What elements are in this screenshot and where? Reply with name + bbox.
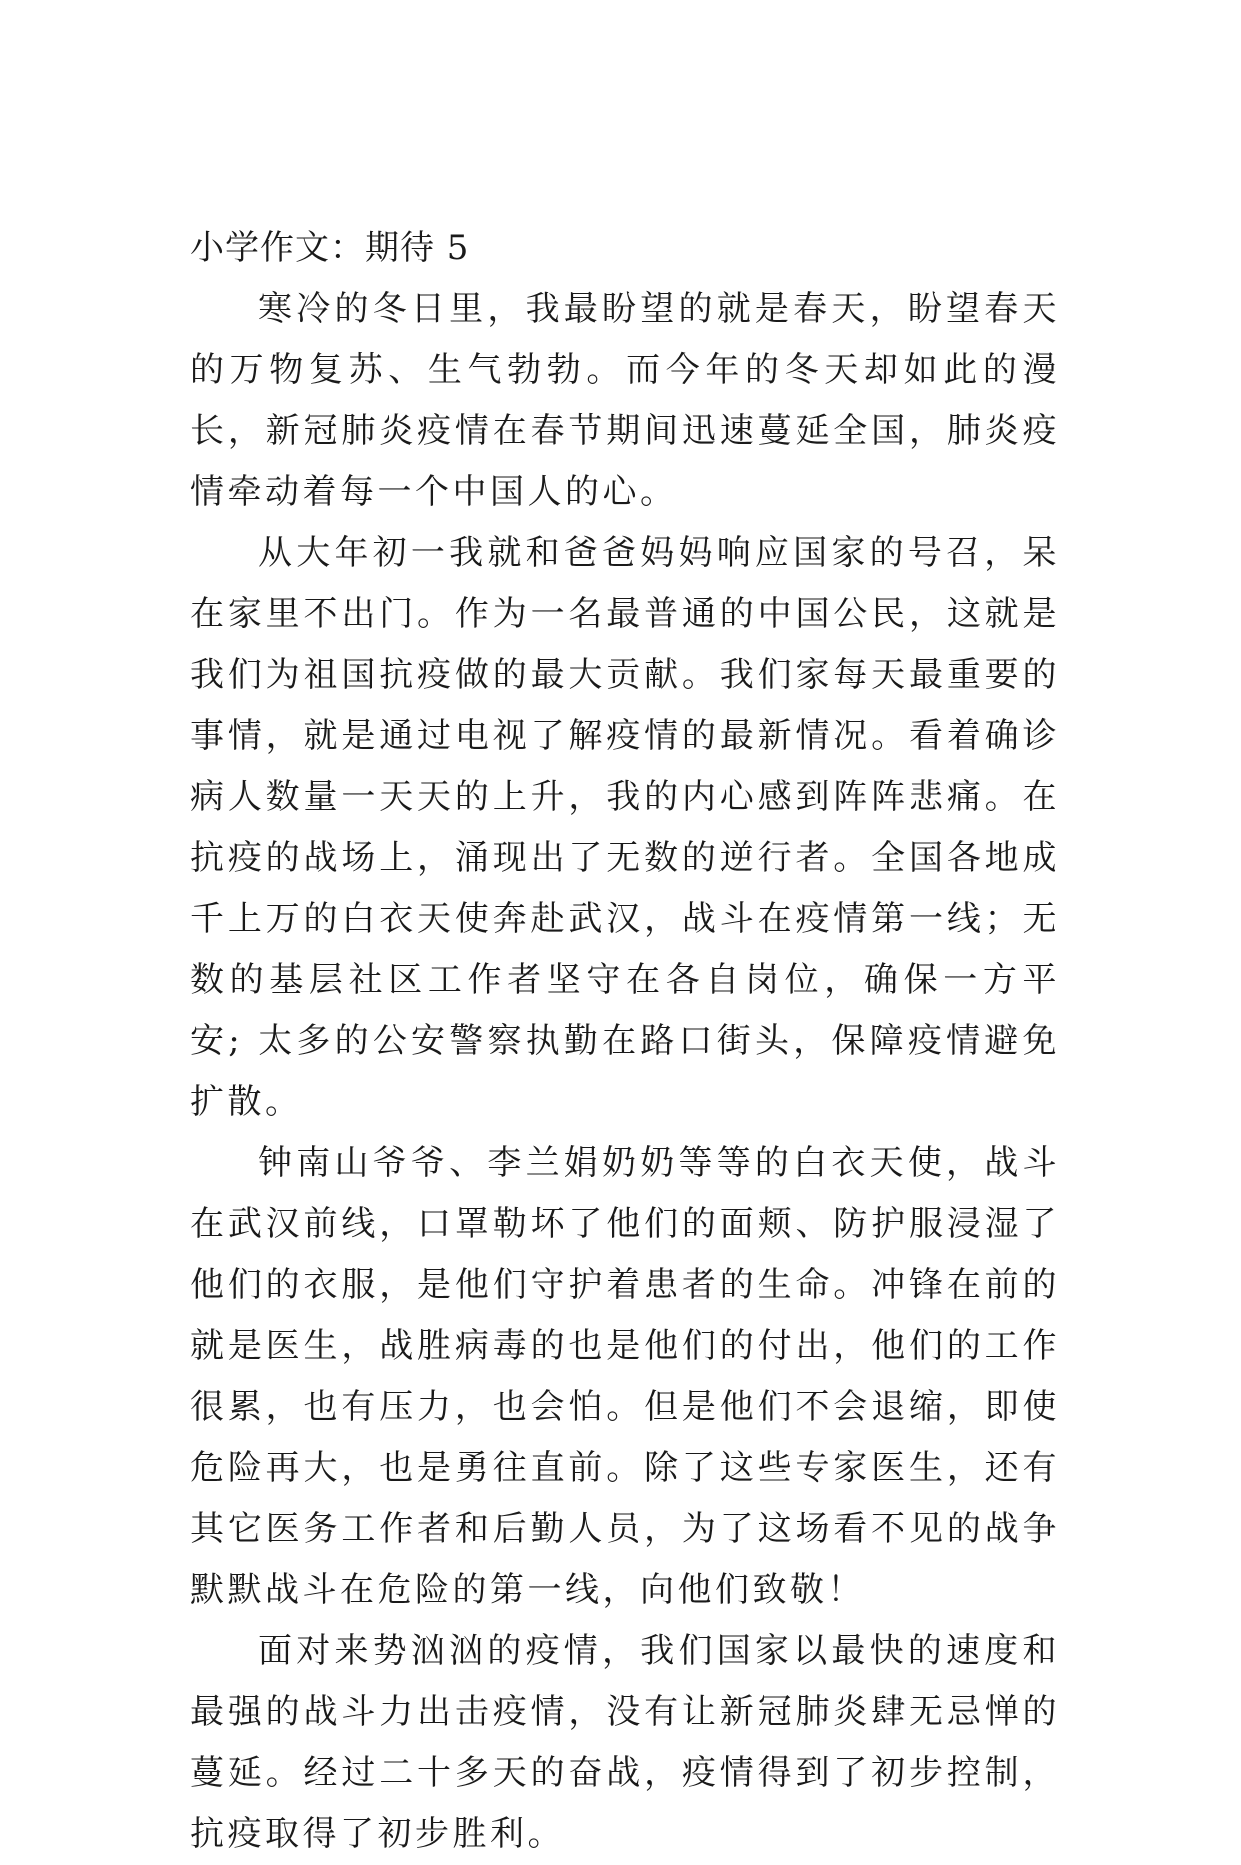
paragraph-1: 寒冷的冬日里，我最盼望的就是春天，盼望春天的万物复苏、生气勃勃。而今年的冬天却如此的漫长，新冠肺炎疫情在春节期间迅速蔓延全国，肺炎疫情牵动着每一个中国人的心。 <box>190 289 1060 512</box>
paragraph-3: 钟南山爷爷、李兰娟奶奶等等的白衣天使，战斗在武汉前线，口罩勒坏了他们的面颊、防护服浸湿了他们的衣服，是他们守护着患者的生命。冲锋在前的就是医生，战胜病毒的也是他们的付出，他们的工作很累，也有压力，也会怕。但是他们不会退缩，即使危险再大，也是勇往直前。除了这些专家医生，还有其它医务工作者和后勤人员，为了这场看不见的战争默默战斗在危险的第一线，向他们致敬！ <box>190 1143 1060 1610</box>
paragraph-4: 面对来势汹汹的疫情，我们国家以最快的速度和最强的战斗力出击疫情，没有让新冠肺炎肆无忌惮的蔓延。经过二十多天的奋战，疫情得到了初步控制，抗疫取得了初步胜利。 <box>190 1631 1060 1854</box>
document-body <box>190 218 1060 1865</box>
paragraph-2: 从大年初一我就和爸爸妈妈响应国家的号召，呆在家里不出门。作为一名最普通的中国公民，这就是我们为祖国抗疫做的最大贡献。我们家每天最重要的事情，就是通过电视了解疫情的最新情况。看着确诊病人数量一天天的上升，我的内心感到阵阵悲痛。在抗疫的战场上，涌现出了无数的逆行者。全国各地成千上万的白衣天使奔赴武汉，战斗在疫情第一线；无数的基层社区工作者坚守在各自岗位，确保一方平安; 太多的公安警察执勤在路口街头，保障疫情避免扩散。 <box>190 533 1060 1122</box>
document-title: 小学作文：期待 5 <box>190 228 470 268</box>
